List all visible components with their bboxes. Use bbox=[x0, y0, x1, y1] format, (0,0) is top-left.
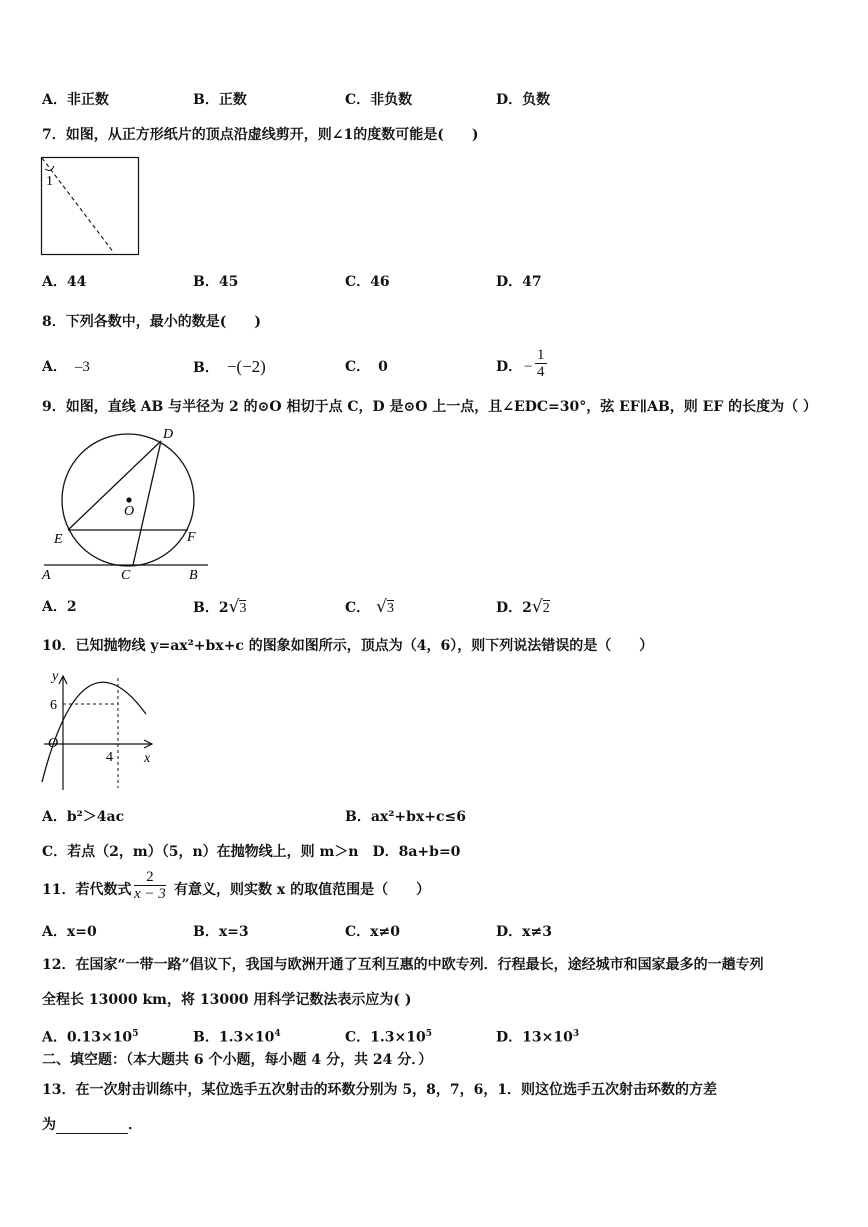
q10-option-a: A．b²＞4ac bbox=[42, 809, 125, 825]
q6-option-d: D．负数 bbox=[496, 92, 551, 108]
q9-label-a: A bbox=[42, 568, 51, 583]
q12-option-c: C．$1.3\times 10^5$ bbox=[345, 1029, 432, 1046]
q13-answer-blank[interactable] bbox=[56, 1119, 128, 1134]
q10-tick-four: 4 bbox=[106, 750, 113, 765]
q9-label-f: F bbox=[187, 530, 196, 545]
q7-stem: 7．如图，从正方形纸片的顶点沿虚线剪开，则∠1的度数可能是( ) bbox=[42, 127, 479, 143]
q8-option-a: A． –3 bbox=[42, 359, 90, 375]
q13-line-2: 为 ． bbox=[42, 1117, 142, 1133]
q8-fraction-numerator: 1 bbox=[537, 347, 545, 363]
q10-option-b: B．ax²+bx+c≤6 bbox=[345, 809, 466, 825]
q7-angle-label: 1 bbox=[46, 174, 53, 189]
q8-option-d-sign: − bbox=[524, 359, 533, 375]
q11-option-d: D．x≠3 bbox=[496, 924, 552, 940]
q12-option-a: A．$0.13\times 10^5$ bbox=[42, 1029, 139, 1046]
q10-tick-six: 6 bbox=[50, 698, 57, 713]
q6-option-a: A．非正数 bbox=[42, 92, 109, 108]
q13-line-1: 13．在一次射击训练中，某位选手五次射击的环数分别为 5，8，7，6，1．则这位选手五次射击环数的方差 bbox=[42, 1082, 718, 1098]
q11-option-a: A．x=0 bbox=[42, 924, 97, 940]
q12-line-2: 全程长 13000 km，将 13000 用科学记数法表示应为( ) bbox=[42, 992, 412, 1008]
q9-label-c: C bbox=[121, 568, 131, 583]
q11-stem-before: 11．若代数式 bbox=[42, 882, 132, 898]
q9-option-a: A．2 bbox=[42, 599, 77, 615]
q9-label-d: D bbox=[163, 427, 174, 442]
q11-fraction bbox=[134, 869, 166, 902]
q6-option-b: B．正数 bbox=[193, 92, 247, 108]
q8-option-d-fraction bbox=[535, 347, 547, 380]
q8-option-c: C． 0 bbox=[345, 359, 388, 375]
q11-fraction-denominator: x − 3 bbox=[134, 886, 166, 902]
q10-parabola-figure bbox=[38, 664, 163, 794]
q12-option-b: B．$1.3\times 10^4$ bbox=[193, 1029, 281, 1046]
q7-option-a: A．44 bbox=[42, 274, 87, 290]
q9-option-c: C． √3 bbox=[345, 597, 394, 617]
q9-stem: 9．如图，直线 AB 与半径为 2 的⊙O 相切于点 C，D 是⊙O 上一点，且∠EDC=30°，弦 EF∥AB，则 EF 的长度为（ ） bbox=[42, 399, 818, 415]
q8-stem: 8．下列各数中，最小的数是( ) bbox=[42, 314, 261, 330]
q10-axis-x-label: x bbox=[144, 751, 151, 766]
q7-option-b: B．45 bbox=[193, 274, 239, 290]
q9-label-e: E bbox=[54, 532, 63, 547]
q10-stem: 10．已知抛物线 y=ax²+bx+c 的图象如图所示，顶点为（4，6），则下列说法错误的是（ ） bbox=[42, 638, 654, 654]
q8-option-d-letter: D． bbox=[496, 359, 523, 375]
q11-option-b: B．x=3 bbox=[193, 924, 249, 940]
q9-label-o: O bbox=[124, 504, 135, 519]
q8-fraction-denominator: 4 bbox=[537, 364, 545, 380]
q10-axis-y-label: y bbox=[52, 669, 59, 684]
section-2-heading: 二、填空题：（本大题共 6 个小题，每小题 4 分，共 24 分．） bbox=[42, 1052, 433, 1068]
q7-option-d: D．47 bbox=[496, 274, 542, 290]
q11-option-c: C．x≠0 bbox=[345, 924, 400, 940]
q9-circle-figure bbox=[38, 424, 218, 584]
q12-line-1: 12．在国家“一带一路”倡议下，我国与欧洲开通了互利互惠的中欧专列．行程最长，途经城市和国家最多的一趟专列 bbox=[42, 957, 764, 973]
q11-stem-after: 有意义，则实数 x 的取值范围是（ ） bbox=[174, 882, 431, 898]
q9-label-b: B bbox=[189, 568, 198, 583]
q10-origin-label: O bbox=[48, 736, 59, 751]
q7-square-figure bbox=[41, 157, 141, 257]
q7-option-c: C．46 bbox=[345, 274, 390, 290]
q12-option-d: D．$13\times 10^3$ bbox=[496, 1029, 580, 1046]
q6-option-c: C．非负数 bbox=[345, 92, 413, 108]
q10-options-c-d: C．若点（2，m）（5，n）在抛物线上，则 m＞n D．8a+b=0 bbox=[42, 844, 461, 860]
q8-option-b: B． −(−2) bbox=[193, 357, 266, 376]
q9-option-d: D．2√2 bbox=[496, 597, 550, 617]
q9-option-b: B．2√3 bbox=[193, 597, 247, 617]
q11-fraction-numerator: 2 bbox=[134, 869, 166, 886]
